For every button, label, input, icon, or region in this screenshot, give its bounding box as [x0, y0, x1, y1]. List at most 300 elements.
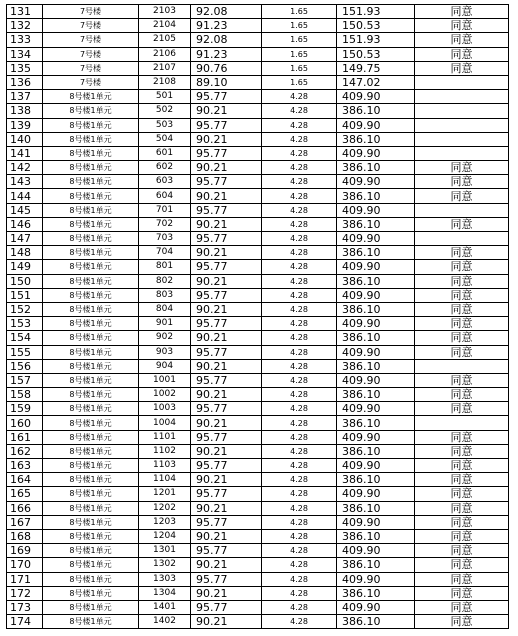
area-cell: 95.77: [191, 146, 262, 160]
building-cell: 8号楼1单元: [43, 246, 139, 260]
room-number-cell: 1402: [139, 615, 191, 629]
total-amount-cell: 386.10: [337, 189, 415, 203]
consent-status-cell: 同意: [415, 444, 509, 458]
consent-status-cell: 同意: [415, 558, 509, 572]
building-cell: 7号楼: [43, 19, 139, 33]
row-number-cell: 134: [7, 47, 43, 61]
area-cell: 90.21: [191, 558, 262, 572]
building-cell: 7号楼: [43, 5, 139, 19]
total-amount-cell: 409.90: [337, 600, 415, 614]
consent-status-cell: 同意: [415, 19, 509, 33]
room-number-cell: 1002: [139, 388, 191, 402]
room-number-cell: 801: [139, 260, 191, 274]
unit-fee-cell: 1.65: [262, 19, 337, 33]
row-number-cell: 157: [7, 373, 43, 387]
row-number-cell: 167: [7, 515, 43, 529]
total-amount-cell: 386.10: [337, 302, 415, 316]
consent-status-cell: 同意: [415, 501, 509, 515]
consent-status-cell: 同意: [415, 5, 509, 19]
room-number-cell: 1101: [139, 430, 191, 444]
room-number-cell: 2104: [139, 19, 191, 33]
consent-status-cell: 同意: [415, 246, 509, 260]
room-number-cell: 603: [139, 175, 191, 189]
consent-status-cell: [415, 146, 509, 160]
room-number-cell: 1301: [139, 544, 191, 558]
unit-fee-cell: 4.28: [262, 217, 337, 231]
row-number-cell: 162: [7, 444, 43, 458]
row-number-cell: 169: [7, 544, 43, 558]
area-cell: 90.21: [191, 302, 262, 316]
total-amount-cell: 386.10: [337, 217, 415, 231]
room-number-cell: 2103: [139, 5, 191, 19]
area-cell: 91.23: [191, 47, 262, 61]
area-cell: 90.21: [191, 444, 262, 458]
unit-fee-cell: 4.28: [262, 572, 337, 586]
consent-status-cell: 同意: [415, 302, 509, 316]
room-number-cell: 1202: [139, 501, 191, 515]
consent-status-cell: 同意: [415, 402, 509, 416]
total-amount-cell: 151.93: [337, 5, 415, 19]
building-cell: 8号楼1单元: [43, 90, 139, 104]
table-row: [7, 558, 509, 572]
room-number-cell: 502: [139, 104, 191, 118]
area-cell: 95.77: [191, 572, 262, 586]
total-amount-cell: 151.93: [337, 33, 415, 47]
consent-status-cell: 同意: [415, 388, 509, 402]
table-row: [7, 586, 509, 600]
table-row: [7, 459, 509, 473]
row-number-cell: 132: [7, 19, 43, 33]
consent-status-cell: [415, 203, 509, 217]
total-amount-cell: 409.90: [337, 317, 415, 331]
building-cell: 8号楼1单元: [43, 373, 139, 387]
consent-status-cell: 同意: [415, 586, 509, 600]
unit-fee-cell: 4.28: [262, 288, 337, 302]
room-number-cell: 1302: [139, 558, 191, 572]
unit-fee-cell: 4.28: [262, 529, 337, 543]
row-number-cell: 151: [7, 288, 43, 302]
building-cell: 8号楼1单元: [43, 189, 139, 203]
row-number-cell: 146: [7, 217, 43, 231]
consent-status-cell: 同意: [415, 288, 509, 302]
total-amount-cell: 386.10: [337, 132, 415, 146]
consent-status-cell: [415, 416, 509, 430]
unit-fee-cell: 4.28: [262, 203, 337, 217]
area-cell: 95.77: [191, 90, 262, 104]
total-amount-cell: 149.75: [337, 61, 415, 75]
unit-fee-cell: 4.28: [262, 501, 337, 515]
table-row: [7, 246, 509, 260]
unit-fee-cell: 4.28: [262, 302, 337, 316]
total-amount-cell: 386.10: [337, 388, 415, 402]
building-cell: 8号楼1单元: [43, 260, 139, 274]
total-amount-cell: 147.02: [337, 75, 415, 89]
consent-status-cell: 同意: [415, 175, 509, 189]
consent-status-cell: [415, 232, 509, 246]
row-number-cell: 136: [7, 75, 43, 89]
row-number-cell: 161: [7, 430, 43, 444]
building-cell: 8号楼1单元: [43, 146, 139, 160]
room-number-cell: 1003: [139, 402, 191, 416]
table-row: [7, 615, 509, 629]
room-number-cell: 802: [139, 274, 191, 288]
row-number-cell: 135: [7, 61, 43, 75]
unit-fee-cell: 4.28: [262, 189, 337, 203]
table-row: [7, 47, 509, 61]
consent-status-cell: 同意: [415, 600, 509, 614]
room-number-cell: 702: [139, 217, 191, 231]
table-row: [7, 146, 509, 160]
table-row: [7, 104, 509, 118]
row-number-cell: 159: [7, 402, 43, 416]
consent-status-cell: [415, 75, 509, 89]
area-cell: 90.21: [191, 388, 262, 402]
row-number-cell: 137: [7, 90, 43, 104]
total-amount-cell: 409.90: [337, 459, 415, 473]
total-amount-cell: 409.90: [337, 146, 415, 160]
area-cell: 95.77: [191, 430, 262, 444]
row-number-cell: 166: [7, 501, 43, 515]
room-number-cell: 803: [139, 288, 191, 302]
unit-fee-cell: 4.28: [262, 558, 337, 572]
room-number-cell: 701: [139, 203, 191, 217]
row-number-cell: 158: [7, 388, 43, 402]
table-row: [7, 90, 509, 104]
area-cell: 90.21: [191, 473, 262, 487]
consent-status-cell: 同意: [415, 430, 509, 444]
unit-fee-cell: 4.28: [262, 232, 337, 246]
table-row: [7, 19, 509, 33]
row-number-cell: 138: [7, 104, 43, 118]
building-cell: 8号楼1单元: [43, 232, 139, 246]
room-number-cell: 2106: [139, 47, 191, 61]
table-row: [7, 529, 509, 543]
building-cell: 7号楼: [43, 33, 139, 47]
table-body: [7, 5, 509, 629]
consent-status-cell: 同意: [415, 459, 509, 473]
row-number-cell: 144: [7, 189, 43, 203]
table-row: [7, 118, 509, 132]
unit-fee-cell: 1.65: [262, 47, 337, 61]
room-number-cell: 902: [139, 331, 191, 345]
room-number-cell: 804: [139, 302, 191, 316]
table-row: [7, 203, 509, 217]
consent-status-cell: [415, 132, 509, 146]
unit-fee-cell: 4.28: [262, 161, 337, 175]
room-number-cell: 2108: [139, 75, 191, 89]
row-number-cell: 160: [7, 416, 43, 430]
row-number-cell: 139: [7, 118, 43, 132]
unit-fee-cell: 4.28: [262, 118, 337, 132]
consent-status-cell: 同意: [415, 189, 509, 203]
consent-status-cell: 同意: [415, 345, 509, 359]
room-number-cell: 1004: [139, 416, 191, 430]
building-cell: 8号楼1单元: [43, 302, 139, 316]
total-amount-cell: 409.90: [337, 118, 415, 132]
consent-status-cell: [415, 104, 509, 118]
building-cell: 8号楼1单元: [43, 288, 139, 302]
row-number-cell: 131: [7, 5, 43, 19]
consent-status-cell: [415, 359, 509, 373]
unit-fee-cell: 4.28: [262, 132, 337, 146]
room-number-cell: 602: [139, 161, 191, 175]
total-amount-cell: 409.90: [337, 572, 415, 586]
row-number-cell: 147: [7, 232, 43, 246]
total-amount-cell: 409.90: [337, 90, 415, 104]
room-number-cell: 1201: [139, 487, 191, 501]
total-amount-cell: 386.10: [337, 104, 415, 118]
consent-status-cell: 同意: [415, 544, 509, 558]
building-cell: 8号楼1单元: [43, 104, 139, 118]
table-row: [7, 260, 509, 274]
area-cell: 91.23: [191, 19, 262, 33]
row-number-cell: 145: [7, 203, 43, 217]
row-number-cell: 156: [7, 359, 43, 373]
unit-fee-cell: 1.65: [262, 75, 337, 89]
total-amount-cell: 150.53: [337, 19, 415, 33]
unit-fee-cell: 4.28: [262, 487, 337, 501]
area-cell: 95.77: [191, 600, 262, 614]
area-cell: 90.21: [191, 416, 262, 430]
unit-fee-cell: 4.28: [262, 246, 337, 260]
total-amount-cell: 386.10: [337, 529, 415, 543]
table-row: [7, 359, 509, 373]
unit-fee-cell: 1.65: [262, 61, 337, 75]
area-cell: 95.77: [191, 288, 262, 302]
building-cell: 8号楼1单元: [43, 175, 139, 189]
table-row: [7, 501, 509, 515]
room-number-cell: 504: [139, 132, 191, 146]
total-amount-cell: 409.90: [337, 175, 415, 189]
consent-status-cell: 同意: [415, 572, 509, 586]
building-cell: 8号楼1单元: [43, 600, 139, 614]
table-row: [7, 175, 509, 189]
consent-status-cell: 同意: [415, 473, 509, 487]
row-number-cell: 133: [7, 33, 43, 47]
consent-status-cell: 同意: [415, 331, 509, 345]
row-number-cell: 174: [7, 615, 43, 629]
building-cell: 8号楼1单元: [43, 416, 139, 430]
room-number-cell: 1304: [139, 586, 191, 600]
row-number-cell: 142: [7, 161, 43, 175]
area-cell: 90.21: [191, 161, 262, 175]
room-number-cell: 1303: [139, 572, 191, 586]
total-amount-cell: 386.10: [337, 416, 415, 430]
building-cell: 8号楼1单元: [43, 544, 139, 558]
consent-status-cell: 同意: [415, 33, 509, 47]
row-number-cell: 141: [7, 146, 43, 160]
area-cell: 90.21: [191, 104, 262, 118]
table-row: [7, 416, 509, 430]
building-cell: 8号楼1单元: [43, 217, 139, 231]
unit-fee-cell: 4.28: [262, 416, 337, 430]
area-cell: 90.21: [191, 132, 262, 146]
area-cell: 90.21: [191, 189, 262, 203]
area-cell: 90.21: [191, 359, 262, 373]
total-amount-cell: 409.90: [337, 430, 415, 444]
area-cell: 95.77: [191, 203, 262, 217]
area-cell: 95.77: [191, 373, 262, 387]
row-number-cell: 171: [7, 572, 43, 586]
consent-table: [6, 4, 509, 629]
area-cell: 95.77: [191, 232, 262, 246]
table-row: [7, 544, 509, 558]
table-row: [7, 430, 509, 444]
row-number-cell: 168: [7, 529, 43, 543]
table-row: [7, 288, 509, 302]
total-amount-cell: 150.53: [337, 47, 415, 61]
building-cell: 8号楼1单元: [43, 473, 139, 487]
area-cell: 90.21: [191, 529, 262, 543]
unit-fee-cell: 4.28: [262, 473, 337, 487]
row-number-cell: 148: [7, 246, 43, 260]
total-amount-cell: 409.90: [337, 515, 415, 529]
total-amount-cell: 409.90: [337, 373, 415, 387]
total-amount-cell: 386.10: [337, 558, 415, 572]
consent-status-cell: 同意: [415, 515, 509, 529]
room-number-cell: 703: [139, 232, 191, 246]
building-cell: 8号楼1单元: [43, 586, 139, 600]
unit-fee-cell: 4.28: [262, 444, 337, 458]
unit-fee-cell: 4.28: [262, 373, 337, 387]
building-cell: 8号楼1单元: [43, 529, 139, 543]
area-cell: 95.77: [191, 118, 262, 132]
room-number-cell: 503: [139, 118, 191, 132]
room-number-cell: 903: [139, 345, 191, 359]
unit-fee-cell: 1.65: [262, 5, 337, 19]
total-amount-cell: 409.90: [337, 232, 415, 246]
room-number-cell: 704: [139, 246, 191, 260]
room-number-cell: 1203: [139, 515, 191, 529]
building-cell: 8号楼1单元: [43, 274, 139, 288]
table-row: [7, 331, 509, 345]
table-row: [7, 217, 509, 231]
building-cell: 8号楼1单元: [43, 615, 139, 629]
total-amount-cell: 386.10: [337, 501, 415, 515]
building-cell: 8号楼1单元: [43, 388, 139, 402]
total-amount-cell: 386.10: [337, 359, 415, 373]
room-number-cell: 2105: [139, 33, 191, 47]
unit-fee-cell: 4.28: [262, 317, 337, 331]
room-number-cell: 601: [139, 146, 191, 160]
row-number-cell: 155: [7, 345, 43, 359]
row-number-cell: 140: [7, 132, 43, 146]
unit-fee-cell: 4.28: [262, 331, 337, 345]
total-amount-cell: 409.90: [337, 345, 415, 359]
row-number-cell: 154: [7, 331, 43, 345]
unit-fee-cell: 4.28: [262, 146, 337, 160]
total-amount-cell: 409.90: [337, 402, 415, 416]
building-cell: 7号楼: [43, 75, 139, 89]
area-cell: 95.77: [191, 402, 262, 416]
area-cell: 95.77: [191, 544, 262, 558]
row-number-cell: 164: [7, 473, 43, 487]
area-cell: 90.21: [191, 274, 262, 288]
table-row: [7, 302, 509, 316]
area-cell: 90.21: [191, 501, 262, 515]
room-number-cell: 1104: [139, 473, 191, 487]
consent-status-cell: 同意: [415, 487, 509, 501]
area-cell: 90.76: [191, 61, 262, 75]
room-number-cell: 904: [139, 359, 191, 373]
total-amount-cell: 386.10: [337, 331, 415, 345]
area-cell: 95.77: [191, 175, 262, 189]
area-cell: 90.21: [191, 615, 262, 629]
total-amount-cell: 386.10: [337, 615, 415, 629]
area-cell: 90.21: [191, 217, 262, 231]
unit-fee-cell: 4.28: [262, 175, 337, 189]
table-row: [7, 473, 509, 487]
table-row: [7, 402, 509, 416]
building-cell: 8号楼1单元: [43, 345, 139, 359]
unit-fee-cell: 4.28: [262, 430, 337, 444]
consent-status-cell: 同意: [415, 615, 509, 629]
table-row: [7, 388, 509, 402]
table-row: [7, 61, 509, 75]
area-cell: 95.77: [191, 459, 262, 473]
table-row: [7, 373, 509, 387]
table-row: [7, 572, 509, 586]
unit-fee-cell: 4.28: [262, 586, 337, 600]
row-number-cell: 163: [7, 459, 43, 473]
row-number-cell: 173: [7, 600, 43, 614]
building-cell: 8号楼1单元: [43, 132, 139, 146]
consent-status-cell: 同意: [415, 61, 509, 75]
area-cell: 95.77: [191, 345, 262, 359]
consent-status-cell: 同意: [415, 373, 509, 387]
row-number-cell: 153: [7, 317, 43, 331]
consent-status-cell: [415, 90, 509, 104]
consent-status-cell: 同意: [415, 274, 509, 288]
room-number-cell: 1401: [139, 600, 191, 614]
consent-status-cell: 同意: [415, 317, 509, 331]
total-amount-cell: 386.10: [337, 246, 415, 260]
row-number-cell: 143: [7, 175, 43, 189]
table-row: [7, 232, 509, 246]
row-number-cell: 165: [7, 487, 43, 501]
table-row: [7, 75, 509, 89]
room-number-cell: 1001: [139, 373, 191, 387]
area-cell: 89.10: [191, 75, 262, 89]
unit-fee-cell: 4.28: [262, 345, 337, 359]
row-number-cell: 149: [7, 260, 43, 274]
building-cell: 8号楼1单元: [43, 359, 139, 373]
unit-fee-cell: 4.28: [262, 544, 337, 558]
building-cell: 8号楼1单元: [43, 501, 139, 515]
table-row: [7, 33, 509, 47]
table-row: [7, 161, 509, 175]
table-row: [7, 600, 509, 614]
building-cell: 8号楼1单元: [43, 203, 139, 217]
unit-fee-cell: 4.28: [262, 388, 337, 402]
building-cell: 7号楼: [43, 47, 139, 61]
row-number-cell: 172: [7, 586, 43, 600]
consent-status-cell: 同意: [415, 217, 509, 231]
unit-fee-cell: 4.28: [262, 459, 337, 473]
room-number-cell: 1204: [139, 529, 191, 543]
area-cell: 92.08: [191, 5, 262, 19]
table-row: [7, 444, 509, 458]
total-amount-cell: 409.90: [337, 260, 415, 274]
total-amount-cell: 386.10: [337, 473, 415, 487]
total-amount-cell: 386.10: [337, 274, 415, 288]
table-row: [7, 317, 509, 331]
area-cell: 90.21: [191, 246, 262, 260]
unit-fee-cell: 4.28: [262, 260, 337, 274]
unit-fee-cell: 4.28: [262, 600, 337, 614]
unit-fee-cell: 4.28: [262, 104, 337, 118]
unit-fee-cell: 4.28: [262, 515, 337, 529]
